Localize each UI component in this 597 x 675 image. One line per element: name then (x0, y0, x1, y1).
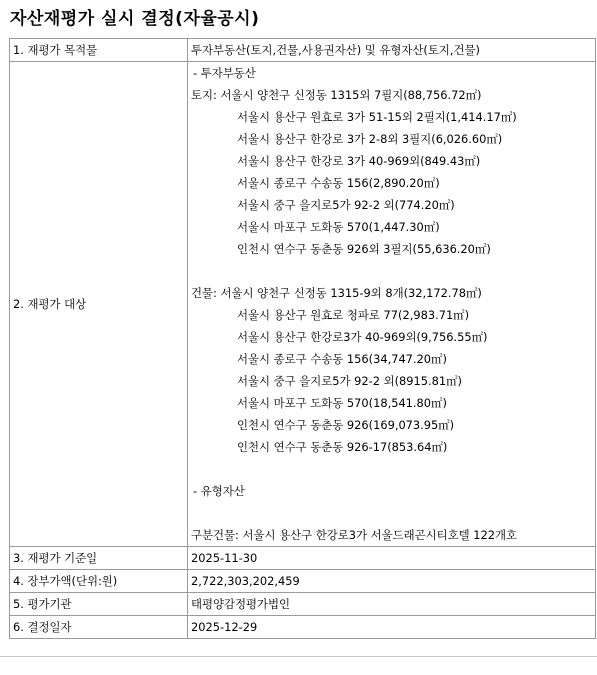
row-label-base-date: 3. 재평가 기준일 (10, 547, 188, 570)
land-line: 서울시 용산구 한강로 3가 2-8외 3필지(6,026.60㎡) (237, 132, 503, 146)
table-row (10, 593, 596, 616)
tangible-heading: - 유형자산 (193, 484, 245, 498)
spacer (191, 458, 592, 480)
table-row (10, 62, 596, 547)
row-label-appraiser: 5. 평가기관 (10, 593, 188, 616)
building-line: 서울시 용산구 한강로3가 40-969외(9,756.55㎡) (237, 330, 488, 344)
row-label-decision-date: 6. 결정일자 (10, 616, 188, 639)
building-line: 인천시 연수구 동춘동 926-17(853.64㎡) (237, 440, 448, 454)
land-line: 서울시 종로구 수송동 156(2,890.20㎡) (237, 176, 440, 190)
row-label-book-value: 4. 장부가액(단위:원) (10, 570, 188, 593)
land-first-line: 토지: 서울시 양천구 신정동 1315외 7필지(88,756.72㎡) (191, 88, 482, 102)
table-row (10, 547, 596, 570)
building-line: 서울시 중구 을지로5가 92-2 외(8915.81㎡) (237, 374, 462, 388)
building-line: 서울시 종로구 수송동 156(34,747.20㎡) (237, 352, 447, 366)
row-label-purpose: 1. 재평가 목적물 (10, 39, 188, 62)
land-line: 서울시 중구 을지로5가 92-2 외(774.20㎡) (237, 198, 455, 212)
page-title: 자산재평가 실시 결정(자율공시) (10, 9, 260, 29)
table-row (10, 570, 596, 593)
spacer (191, 502, 592, 524)
row-label-target: 2. 재평가 대상 (10, 62, 188, 547)
land-line: 서울시 마포구 도화동 570(1,447.30㎡) (237, 220, 440, 234)
land-line: 서울시 용산구 한강로 3가 40-969외(849.43㎡) (237, 154, 481, 168)
disclosure-table (9, 38, 596, 639)
table-row (10, 616, 596, 639)
row-value-decision-date: 2025-12-29 (188, 616, 596, 639)
row-value-purpose: 투자부동산(토지,건물,사용권자산) 및 유형자산(토지,건물) (188, 39, 596, 62)
viewport-clip (0, 657, 597, 675)
row-value-target (188, 62, 596, 547)
land-line: 인천시 연수구 동춘동 926외 3필지(55,636.20㎡) (237, 242, 491, 256)
building-line: 서울시 마포구 도화동 570(18,541.80㎡) (237, 396, 447, 410)
building-first-line: 건물: 서울시 양천구 신정동 1315-9외 8개(32,172.78㎡) (191, 286, 482, 300)
row-value-book-value: 2,722,303,202,459 (188, 570, 596, 593)
row-value-appraiser: 태평양감정평가법인 (188, 593, 596, 616)
investment-heading: - 투자부동산 (193, 66, 256, 80)
row-value-base-date: 2025-11-30 (188, 547, 596, 570)
land-line: 서울시 용산구 원효로 3가 51-15외 2필지(1,414.17㎡) (237, 110, 517, 124)
table-row (10, 39, 596, 62)
building-line: 서울시 용산구 원효로 청파로 77(2,983.71㎡) (237, 308, 470, 322)
divided-building-line: 구분건물: 서울시 용산구 한강로3가 서울드래곤시티호텔 122개호 (191, 528, 518, 542)
spacer (191, 260, 592, 282)
building-line: 인천시 연수구 동춘동 926(169,073.95㎡) (237, 418, 455, 432)
